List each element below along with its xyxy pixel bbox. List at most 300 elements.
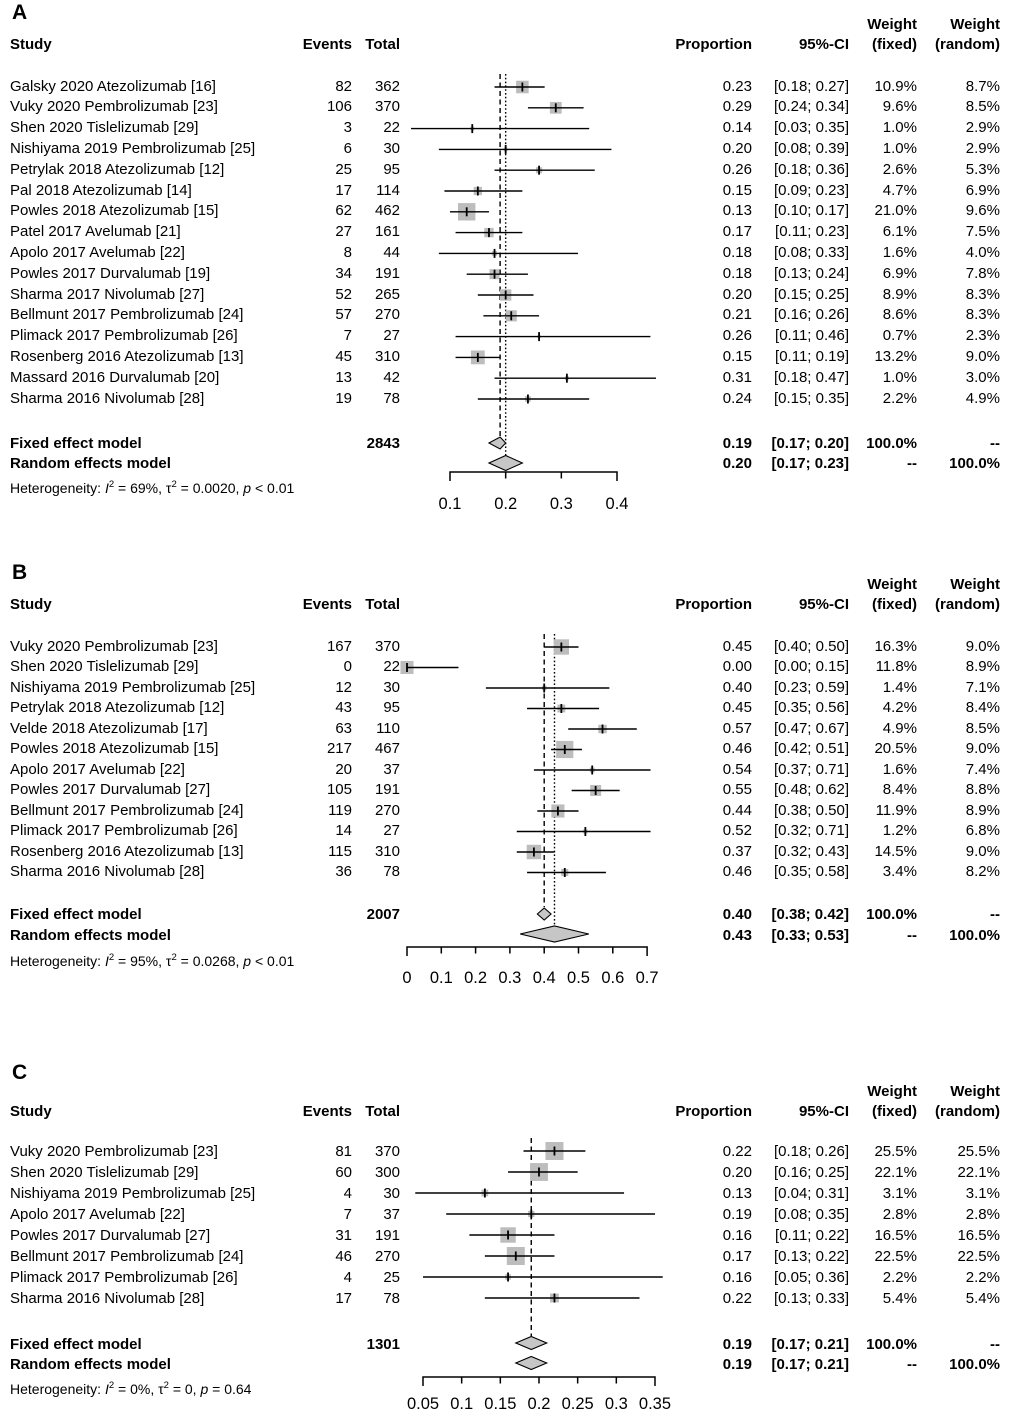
heterogeneity-segment: = 69%,	[114, 480, 166, 496]
study-events: 52	[335, 285, 352, 303]
study-name: Powles 2017 Durvalumab [27]	[10, 781, 211, 799]
study-ci: [0.08; 0.33]	[773, 244, 849, 261]
column-header-weight-random-1: Weight	[950, 576, 1000, 593]
fixed-effect-label: Fixed effect model	[10, 906, 142, 923]
axis-tick-label: 0.1	[429, 969, 453, 987]
heterogeneity-segment: Heterogeneity:	[10, 953, 105, 969]
x-axis	[423, 1377, 655, 1386]
fixed-effect-total: 2843	[366, 435, 400, 452]
study-weight-fixed: 11.8%	[875, 658, 917, 676]
study-row	[0, 77, 1020, 98]
study-weight-fixed: 1.4%	[882, 678, 917, 696]
study-weight-random: 4.0%	[965, 244, 1000, 261]
column-header-row	[0, 15, 1020, 35]
axis-tick-label: 0.3	[549, 495, 573, 513]
study-ci: [0.13; 0.24]	[773, 264, 849, 282]
fixed-effect-total: 1301	[366, 1336, 400, 1353]
study-ci: [0.08; 0.35]	[773, 1205, 849, 1223]
study-weight-random: 2.3%	[965, 327, 1000, 345]
column-header-ci: 95%-CI	[798, 1103, 849, 1120]
study-events: 17	[335, 181, 352, 199]
heterogeneity-segment: 2	[108, 479, 115, 490]
column-header-events: Events	[302, 1103, 352, 1120]
study-total: 310	[374, 842, 400, 860]
column-header-weight-fixed-2: (fixed)	[872, 596, 917, 613]
study-total: 265	[374, 285, 400, 303]
study-proportion: 0.24	[722, 389, 752, 407]
study-total: 42	[383, 368, 400, 386]
study-name: Powles 2017 Durvalumab [19]	[10, 264, 211, 282]
study-total: 22	[383, 119, 400, 137]
study-weight-fixed: 4.2%	[882, 699, 917, 717]
study-ci: [0.15; 0.35]	[773, 389, 849, 407]
study-events: 27	[335, 223, 352, 241]
study-row	[0, 347, 1020, 368]
study-weight-random: 7.1%	[965, 678, 1000, 696]
heterogeneity-text	[10, 948, 294, 968]
study-total: 370	[374, 1142, 400, 1160]
column-header-proportion: Proportion	[675, 1103, 752, 1120]
random-effects-weight-random: 100.0%	[949, 927, 1000, 944]
column-header-weight-fixed-2: (fixed)	[872, 1103, 917, 1120]
study-weight-random: 2.2%	[965, 1268, 1000, 1286]
study-weight-random: 3.0%	[965, 368, 1000, 386]
column-header-ci: 95%-CI	[798, 36, 849, 53]
heterogeneity-segment: 2	[108, 952, 115, 963]
heterogeneity-segment: = 0.0268,	[176, 953, 244, 969]
study-events: 6	[343, 140, 352, 157]
study-total: 37	[383, 1205, 400, 1223]
study-ci: [0.05; 0.36]	[773, 1268, 849, 1286]
study-weight-fixed: 8.4%	[882, 781, 917, 799]
study-events: 12	[335, 678, 352, 696]
axis-tick-label: 0.4	[605, 495, 629, 513]
study-events: 13	[335, 368, 352, 386]
column-header-total: Total	[365, 1103, 400, 1120]
study-proportion: 0.19	[722, 1205, 752, 1223]
study-name: Powles 2018 Atezolizumab [15]	[10, 202, 219, 220]
study-total: 30	[383, 140, 400, 157]
study-events: 17	[335, 1289, 352, 1307]
study-weight-random: 9.0%	[965, 842, 1000, 860]
heterogeneity-segment: τ	[158, 1381, 164, 1397]
study-name: Shen 2020 Tislelizumab [29]	[10, 658, 199, 676]
study-row	[0, 1141, 1020, 1162]
study-weight-random: 4.9%	[965, 389, 1000, 407]
study-weight-fixed: 25.5%	[874, 1142, 917, 1160]
study-proportion: 0.17	[722, 1247, 752, 1265]
study-events: 7	[343, 1205, 352, 1223]
study-weight-random: 8.7%	[965, 77, 1000, 95]
study-weight-random: 8.9%	[965, 658, 1000, 676]
panel-a-label: A	[12, 1, 28, 24]
heterogeneity-segment: = 0.0020,	[176, 480, 244, 496]
study-proportion: 0.26	[722, 160, 752, 178]
study-weight-fixed: 1.2%	[882, 822, 917, 840]
study-ci: [0.35; 0.58]	[773, 863, 849, 881]
study-ci: [0.03; 0.35]	[773, 119, 849, 137]
study-row	[0, 389, 1020, 410]
study-total: 362	[374, 77, 400, 95]
axis-tick-label: 0.1	[438, 495, 462, 513]
study-row	[0, 1267, 1020, 1288]
study-proportion: 0.13	[722, 1184, 752, 1202]
heterogeneity-segment: = 0%,	[114, 1381, 159, 1397]
study-name: Plimack 2017 Pembrolizumab [26]	[10, 822, 238, 840]
study-weight-random: 2.9%	[965, 119, 1000, 137]
study-total: 27	[383, 822, 400, 840]
heterogeneity-segment: 2	[171, 952, 177, 963]
study-events: 25	[335, 160, 352, 178]
fixed-effect-label: Fixed effect model	[10, 435, 142, 452]
column-header-study: Study	[10, 36, 52, 53]
study-total: 114	[376, 181, 400, 199]
study-events: 115	[328, 842, 352, 860]
axis-tick-label: 0.7	[635, 969, 659, 987]
axis-tick-label: 0.6	[601, 969, 625, 987]
axis-tick-label: 0	[402, 969, 412, 987]
column-header-ci: 95%-CI	[798, 596, 849, 613]
random-effects-label: Random effects model	[10, 455, 171, 472]
study-weight-random: 16.5%	[957, 1226, 1000, 1244]
study-row	[0, 305, 1020, 326]
study-row	[0, 326, 1020, 347]
heterogeneity-segment: < 0.01	[251, 480, 295, 496]
study-proportion: 0.57	[722, 719, 752, 737]
column-header-weight-random-2: (random)	[935, 1103, 1000, 1120]
column-header-total: Total	[365, 36, 400, 53]
study-events: 119	[328, 801, 352, 819]
study-name: Petrylak 2018 Atezolizumab [12]	[10, 160, 225, 178]
study-proportion: 0.18	[722, 244, 752, 261]
study-proportion: 0.40	[722, 678, 752, 696]
study-weight-random: 9.0%	[965, 740, 1000, 758]
study-proportion: 0.16	[722, 1226, 752, 1244]
study-total: 270	[374, 801, 400, 819]
study-name: Massard 2016 Durvalumab [20]	[10, 368, 220, 386]
study-row	[0, 678, 1020, 699]
heterogeneity-segment: = 0.64	[208, 1381, 252, 1397]
study-proportion: 0.15	[722, 181, 752, 199]
fixed-effect-weight-fixed: 100.0%	[866, 435, 917, 452]
study-row	[0, 201, 1020, 222]
column-header-weight-random-2: (random)	[935, 36, 1000, 53]
study-events: 57	[335, 306, 352, 324]
study-name: Apolo 2017 Avelumab [22]	[10, 760, 185, 778]
axis-tick-label: 0.2	[464, 969, 488, 987]
study-weight-random: 2.8%	[965, 1205, 1000, 1223]
axis-tick-label: 0.4	[532, 969, 556, 987]
study-total: 370	[374, 98, 400, 116]
study-weight-random: 8.5%	[965, 98, 1000, 116]
fixed-effect-proportion: 0.19	[722, 435, 752, 452]
study-ci: [0.13; 0.22]	[773, 1247, 849, 1265]
study-ci: [0.18; 0.26]	[773, 1142, 849, 1160]
study-total: 161	[374, 223, 400, 241]
study-weight-fixed: 16.3%	[874, 637, 917, 655]
random-effects-label: Random effects model	[10, 1356, 171, 1373]
study-ci: [0.18; 0.47]	[773, 368, 849, 386]
fixed-effect-weight-fixed: 100.0%	[866, 906, 917, 923]
random-effects-weight-fixed: --	[907, 1356, 917, 1373]
study-total: 37	[383, 760, 400, 778]
axis-tick-label: 0.3	[604, 1395, 628, 1413]
study-proportion: 0.20	[722, 285, 752, 303]
study-weight-random: 9.0%	[965, 348, 1000, 365]
study-row	[0, 1183, 1020, 1204]
fixed-effect-total: 2007	[366, 906, 400, 923]
study-row	[0, 821, 1020, 842]
study-total: 300	[374, 1163, 400, 1181]
study-weight-random: 8.2%	[965, 863, 1000, 881]
study-ci: [0.42; 0.51]	[773, 740, 849, 758]
study-ci: [0.10; 0.17]	[773, 202, 849, 220]
column-header-total: Total	[365, 596, 400, 613]
study-events: 36	[335, 863, 352, 881]
study-name: Powles 2017 Durvalumab [27]	[10, 1226, 211, 1244]
heterogeneity-segment: Heterogeneity:	[10, 1381, 105, 1397]
study-ci: [0.04; 0.31]	[773, 1184, 849, 1202]
study-ci: [0.11; 0.23]	[775, 223, 849, 241]
study-events: 31	[335, 1226, 352, 1244]
random-effects-ci: [0.17; 0.23]	[771, 455, 849, 472]
study-events: 4	[343, 1184, 352, 1202]
study-row	[0, 285, 1020, 306]
study-weight-fixed: 16.5%	[874, 1226, 917, 1244]
study-ci: [0.47; 0.67]	[773, 719, 849, 737]
axis-tick-label: 0.1	[450, 1395, 474, 1413]
study-proportion: 0.26	[722, 327, 752, 345]
study-proportion: 0.16	[722, 1268, 752, 1286]
study-ci: [0.11; 0.19]	[775, 348, 849, 365]
study-weight-random: 7.5%	[965, 223, 1000, 241]
study-weight-random: 22.5%	[957, 1247, 1000, 1265]
study-name: Bellmunt 2017 Pembrolizumab [24]	[10, 306, 244, 324]
study-weight-fixed: 13.2%	[874, 348, 917, 365]
column-header-weight-fixed-2: (fixed)	[872, 36, 917, 53]
fixed-effect-ci: [0.38; 0.42]	[771, 906, 849, 923]
heterogeneity-segment: p	[200, 1381, 209, 1397]
study-proportion: 0.29	[722, 98, 752, 116]
study-weight-fixed: 10.9%	[874, 77, 917, 95]
fixed-effect-ci: [0.17; 0.20]	[771, 435, 849, 452]
study-total: 22	[383, 658, 400, 676]
study-total: 270	[374, 306, 400, 324]
random-effects-row	[0, 926, 1020, 946]
study-row	[0, 862, 1020, 883]
study-total: 191	[374, 264, 400, 282]
column-header-study: Study	[10, 1103, 52, 1120]
study-weight-fixed: 0.7%	[882, 327, 917, 345]
study-proportion: 0.17	[722, 223, 752, 241]
heterogeneity-segment: 2	[163, 1380, 169, 1391]
axis-tick-label: 0.3	[498, 969, 522, 987]
study-events: 217	[326, 740, 352, 758]
study-ci: [0.11; 0.46]	[775, 327, 849, 345]
study-total: 78	[383, 389, 400, 407]
study-name: Powles 2018 Atezolizumab [15]	[10, 740, 219, 758]
heterogeneity-segment: I	[104, 1381, 109, 1397]
fixed-effect-row	[0, 434, 1020, 454]
study-row	[0, 1288, 1020, 1309]
heterogeneity-segment: I	[104, 953, 109, 969]
study-name: Rosenberg 2016 Atezolizumab [13]	[10, 842, 244, 860]
study-events: 60	[335, 1163, 352, 1181]
study-ci: [0.11; 0.22]	[775, 1226, 849, 1244]
study-proportion: 0.45	[722, 637, 752, 655]
random-effects-weight-random: 100.0%	[949, 455, 1000, 472]
column-header-proportion: Proportion	[675, 596, 752, 613]
study-weight-random: 25.5%	[957, 1142, 1000, 1160]
study-weight-random: 8.5%	[965, 719, 1000, 737]
column-header-proportion: Proportion	[675, 36, 752, 53]
fixed-effect-row	[0, 905, 1020, 925]
study-weight-fixed: 2.6%	[882, 160, 917, 178]
study-weight-fixed: 4.9%	[882, 719, 917, 737]
study-row	[0, 760, 1020, 781]
study-events: 3	[343, 119, 352, 137]
random-effects-weight-random: 100.0%	[949, 1356, 1000, 1373]
study-proportion: 0.54	[722, 760, 752, 778]
fixed-effect-weight-fixed: 100.0%	[866, 1336, 917, 1353]
axis-tick-label: 0.35	[638, 1395, 672, 1413]
study-weight-fixed: 8.6%	[882, 306, 917, 324]
study-name: Shen 2020 Tislelizumab [29]	[10, 1163, 199, 1181]
study-weight-random: 7.8%	[965, 264, 1000, 282]
axis-tick-label: 0.05	[406, 1395, 440, 1413]
study-total: 30	[383, 1184, 400, 1202]
study-total: 78	[383, 863, 400, 881]
study-ci: [0.08; 0.39]	[773, 140, 849, 157]
study-total: 191	[374, 1226, 400, 1244]
study-ci: [0.24; 0.34]	[773, 98, 849, 116]
study-name: Pal 2018 Atezolizumab [14]	[10, 181, 192, 199]
column-header-row	[0, 1082, 1020, 1102]
study-weight-random: 6.8%	[965, 822, 1000, 840]
study-weight-fixed: 6.1%	[882, 223, 917, 241]
study-events: 105	[326, 781, 352, 799]
study-name: Patel 2017 Avelumab [21]	[10, 223, 181, 241]
study-total: 95	[383, 160, 400, 178]
study-row	[0, 1162, 1020, 1183]
study-weight-random: 5.3%	[965, 160, 1000, 178]
study-proportion: 0.44	[722, 801, 752, 819]
column-header-row	[0, 575, 1020, 595]
study-name: Vuky 2020 Pembrolizumab [23]	[10, 1142, 218, 1160]
study-row	[0, 698, 1020, 719]
study-proportion: 0.23	[722, 77, 752, 95]
study-weight-random: 9.6%	[965, 202, 1000, 220]
study-total: 78	[383, 1289, 400, 1307]
fixed-effect-proportion: 0.40	[722, 906, 752, 923]
study-name: Bellmunt 2017 Pembrolizumab [24]	[10, 801, 244, 819]
study-proportion: 0.21	[722, 306, 752, 324]
study-name: Nishiyama 2019 Pembrolizumab [25]	[10, 140, 256, 157]
column-header-weight-fixed-1: Weight	[867, 1083, 917, 1100]
axis-tick-label: 0.25	[561, 1395, 594, 1413]
study-events: 106	[326, 98, 352, 116]
study-total: 95	[383, 699, 400, 717]
heterogeneity-segment: = 95%,	[114, 953, 166, 969]
study-events: 0	[343, 658, 352, 676]
study-proportion: 0.20	[722, 140, 752, 157]
study-weight-random: 7.4%	[965, 760, 1000, 778]
axis-tick-label: 0.2	[494, 495, 518, 513]
study-row	[0, 801, 1020, 822]
study-row	[0, 842, 1020, 863]
study-row	[0, 637, 1020, 658]
study-total: 467	[374, 740, 400, 758]
study-proportion: 0.52	[722, 822, 752, 840]
study-name: Sharma 2017 Nivolumab [27]	[10, 285, 205, 303]
study-weight-fixed: 1.0%	[882, 368, 917, 386]
study-proportion: 0.45	[722, 699, 752, 717]
study-proportion: 0.31	[722, 368, 752, 386]
study-total: 30	[383, 678, 400, 696]
study-weight-fixed: 4.7%	[882, 181, 917, 199]
study-ci: [0.35; 0.56]	[773, 699, 849, 717]
heterogeneity-segment: < 0.01	[251, 953, 295, 969]
study-name: Plimack 2017 Pembrolizumab [26]	[10, 327, 238, 345]
study-total: 25	[383, 1268, 400, 1286]
column-header-events: Events	[302, 36, 352, 53]
study-events: 20	[335, 760, 352, 778]
study-weight-fixed: 2.2%	[882, 1268, 917, 1286]
study-weight-random: 2.9%	[965, 140, 1000, 157]
study-row	[0, 368, 1020, 389]
random-effects-weight-fixed: --	[907, 455, 917, 472]
study-name: Sharma 2016 Nivolumab [28]	[10, 863, 205, 881]
heterogeneity-segment: p	[243, 953, 252, 969]
study-weight-fixed: 22.1%	[874, 1163, 917, 1181]
study-weight-random: 6.9%	[965, 181, 1000, 199]
study-events: 167	[326, 637, 352, 655]
study-ci: [0.00; 0.15]	[773, 658, 849, 676]
study-row	[0, 181, 1020, 202]
study-weight-fixed: 21.0%	[874, 202, 917, 220]
axis-tick-label: 0.15	[484, 1395, 517, 1413]
study-weight-fixed: 1.0%	[882, 140, 917, 157]
random-effects-proportion: 0.20	[722, 455, 752, 472]
study-row	[0, 1225, 1020, 1246]
study-row	[0, 222, 1020, 243]
study-total: 310	[374, 348, 400, 365]
study-events: 34	[335, 264, 352, 282]
study-events: 19	[335, 389, 352, 407]
study-events: 8	[343, 244, 352, 261]
study-row	[0, 1204, 1020, 1225]
study-proportion: 0.20	[722, 1163, 752, 1181]
study-ci: [0.15; 0.25]	[773, 285, 849, 303]
study-proportion: 0.14	[722, 119, 752, 137]
random-effects-weight-fixed: --	[907, 927, 917, 944]
study-weight-fixed: 2.2%	[882, 389, 917, 407]
study-weight-fixed: 6.9%	[882, 264, 917, 282]
study-ci: [0.40; 0.50]	[773, 637, 849, 655]
study-proportion: 0.13	[722, 202, 752, 220]
study-name: Petrylak 2018 Atezolizumab [12]	[10, 699, 225, 717]
study-events: 43	[335, 699, 352, 717]
study-row	[0, 264, 1020, 285]
study-row	[0, 160, 1020, 181]
study-weight-random: 3.1%	[965, 1184, 1000, 1202]
fixed-effect-label: Fixed effect model	[10, 1336, 142, 1353]
study-weight-random: 8.4%	[965, 699, 1000, 717]
study-name: Galsky 2020 Atezolizumab [16]	[10, 77, 216, 95]
study-ci: [0.16; 0.26]	[773, 306, 849, 324]
random-effects-proportion: 0.19	[722, 1356, 752, 1373]
heterogeneity-segment: Heterogeneity:	[10, 480, 105, 496]
